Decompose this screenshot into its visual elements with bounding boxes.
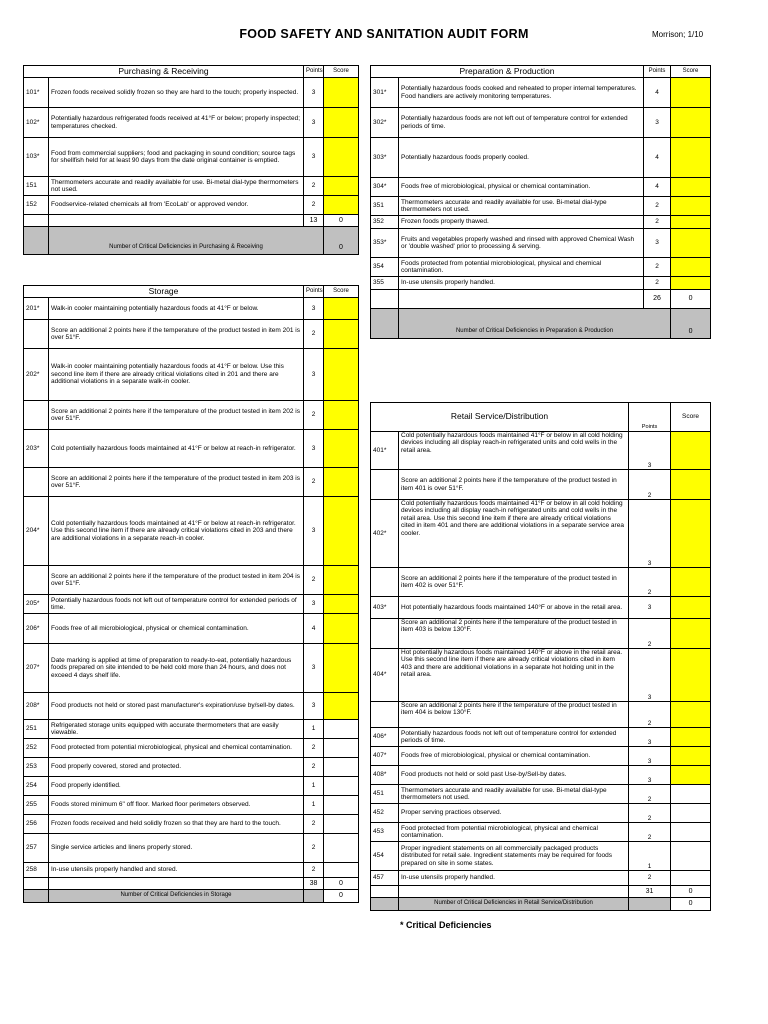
critical-deficiencies-note: * Critical Deficiencies [400, 920, 492, 930]
item-number: 256 [24, 815, 49, 834]
table-row [371, 229, 711, 258]
total-score: 0 [324, 878, 359, 890]
item-text: Food protected from potential microbiological, physical and chemical contamination. [49, 739, 304, 758]
item-number: 254 [24, 777, 49, 796]
item-text: Score an additional 2 points here if the temperature of the product tested in item 204 is over 51°F. [49, 566, 304, 595]
item-points: 3 [629, 597, 671, 619]
item-number: 203* [24, 430, 49, 468]
score-input[interactable] [324, 693, 359, 720]
item-points: 2 [304, 320, 324, 349]
item-number: 355 [371, 277, 399, 290]
score-input[interactable] [324, 644, 359, 693]
item-text: Frozen foods received and held solidly frozen so that they are hard to the touch. [49, 815, 304, 834]
table-row [371, 568, 711, 597]
total-points: 31 [629, 886, 671, 898]
item-number: 402* [371, 500, 399, 568]
item-text: Score an additional 2 points here if the temperature of the product tested in item 401 is over 51°F. [399, 470, 629, 500]
item-text: Cold potentially hazardous foods maintained 41°F or below in all cold holding devices including all display reach-in refrigerated units and cold wells in the retail area. [399, 432, 629, 470]
form-title: FOOD SAFETY AND SANITATION AUDIT FORM [239, 27, 529, 41]
item-text: Frozen foods properly thawed. [399, 216, 644, 229]
score-input[interactable] [324, 401, 359, 430]
item-points: 4 [644, 78, 671, 108]
score-input[interactable] [324, 298, 359, 320]
item-number [24, 468, 49, 497]
item-number: 408* [371, 766, 399, 785]
item-text: Score an additional 2 points here if the temperature of the product tested in item 402 is over 51°F. [399, 568, 629, 597]
critical-value: 0 [324, 227, 359, 255]
score-header: Score [324, 286, 359, 298]
item-text: Potentially hazardous foods not left out of temperature control for extended periods of time. [49, 595, 304, 614]
table-row [24, 177, 359, 196]
score-input[interactable] [324, 320, 359, 349]
score-input[interactable] [671, 138, 711, 178]
critical-label: Number of Critical Deficiencies in Storage [49, 890, 304, 903]
item-text: Proper ingredient statements on all commercially packaged products distributed for retail sale. Ingredient statements may be required for foods prepared on site in some states. [399, 842, 629, 871]
totals-row [24, 878, 359, 890]
table-row [371, 823, 711, 842]
storage-table [23, 285, 359, 903]
score-input[interactable] [324, 177, 359, 196]
item-number: 103* [24, 138, 49, 177]
item-points: 3 [304, 78, 324, 108]
critical-row [24, 890, 359, 903]
item-number [24, 566, 49, 595]
score-input[interactable] [324, 720, 359, 739]
score-input[interactable] [324, 108, 359, 138]
item-text: In-use utensils properly handled. [399, 277, 644, 290]
score-input[interactable] [671, 432, 711, 470]
item-text: Foods free of all microbiological, physical or chemical contamination. [49, 614, 304, 644]
score-input[interactable] [324, 863, 359, 878]
score-input[interactable] [324, 430, 359, 468]
table-row [24, 595, 359, 614]
item-points: 2 [629, 470, 671, 500]
score-input[interactable] [324, 497, 359, 566]
item-text: Score an additional 2 points here if the temperature of the product tested in item 403 is below 130°F. [399, 619, 629, 649]
score-header: Score [324, 66, 359, 78]
item-number: 257 [24, 834, 49, 863]
score-input[interactable] [324, 78, 359, 108]
section-title: Purchasing & Receiving [24, 66, 304, 78]
table-row [371, 766, 711, 785]
table-row [24, 298, 359, 320]
score-input[interactable] [671, 871, 711, 886]
item-points: 3 [304, 138, 324, 177]
item-text: Fruits and vegetables properly washed and rinsed with approved Chemical Wash or 'double washed' prior to processing & serving. [399, 229, 644, 258]
item-points: 3 [304, 644, 324, 693]
item-number: 302* [371, 108, 399, 138]
table-row [371, 197, 711, 216]
score-input[interactable] [671, 823, 711, 842]
score-input[interactable] [671, 258, 711, 277]
score-input[interactable] [671, 785, 711, 804]
table-row [371, 842, 711, 871]
item-number: 351 [371, 197, 399, 216]
item-points: 3 [304, 349, 324, 401]
item-points: 3 [629, 766, 671, 785]
item-points: 3 [644, 108, 671, 138]
item-text: Cold potentially hazardous foods maintained at 41°F or below at reach-in refrigerator. [49, 430, 304, 468]
table-row [24, 693, 359, 720]
item-points: 3 [629, 500, 671, 568]
item-text: Thermometers accurate and readily available for use. Bi-metal dial-type thermometers not used. [399, 197, 644, 216]
item-number: 101* [24, 78, 49, 108]
item-text: Food protected from potential microbiological, physical and chemical contamination. [399, 823, 629, 842]
item-text: Score an additional 2 points here if the temperature of the product tested in item 201 is over 51°F. [49, 320, 304, 349]
item-number: 201* [24, 298, 49, 320]
table-row [24, 777, 359, 796]
score-input[interactable] [324, 196, 359, 215]
table-row [371, 178, 711, 197]
section-title: Storage [24, 286, 304, 298]
item-points: 3 [629, 432, 671, 470]
score-input[interactable] [671, 702, 711, 728]
item-text: Foods free of microbiological, physical or chemical contamination. [399, 178, 644, 197]
item-number: 251 [24, 720, 49, 739]
table-row [371, 138, 711, 178]
form-reference: Morrison; 1/10 [652, 30, 704, 39]
score-input[interactable] [324, 739, 359, 758]
item-text: Potentially hazardous foods are not left out of temperature control for extended periods of time. [399, 108, 644, 138]
points-header: Points [644, 66, 671, 78]
item-text: Hot potentially hazardous foods maintained 140°F or above in the retail area. Use this second line item if there are already critical violations cited in item 403 and there are additional violations in a separate hot holding unit in the retail area. [399, 649, 629, 702]
table-row [24, 834, 359, 863]
item-number [24, 320, 49, 349]
item-number: 252 [24, 739, 49, 758]
item-number: 451 [371, 785, 399, 804]
table-row [371, 702, 711, 728]
item-points: 1 [304, 796, 324, 815]
item-number: 208* [24, 693, 49, 720]
item-number: 301* [371, 78, 399, 108]
item-text: Walk-in cooler maintaining potentially hazardous foods at 41°F or below. [49, 298, 304, 320]
item-points: 4 [644, 138, 671, 178]
item-points: 2 [304, 401, 324, 430]
item-points: 2 [304, 815, 324, 834]
item-number: 204* [24, 497, 49, 566]
item-points: 3 [629, 747, 671, 766]
score-input[interactable] [671, 216, 711, 229]
table-row [24, 739, 359, 758]
total-points: 38 [304, 878, 324, 890]
table-row [24, 320, 359, 349]
score-input[interactable] [324, 566, 359, 595]
table-row [24, 108, 359, 138]
table-row [24, 815, 359, 834]
critical-value: 0 [324, 890, 359, 903]
score-input[interactable] [671, 229, 711, 258]
item-points: 3 [629, 728, 671, 747]
section-title: Retail Service/Distribution [371, 403, 629, 432]
item-points: 2 [644, 197, 671, 216]
item-number [371, 568, 399, 597]
item-points: 3 [304, 430, 324, 468]
item-number: 407* [371, 747, 399, 766]
item-points: 2 [629, 785, 671, 804]
total-points: 26 [644, 290, 671, 309]
score-input[interactable] [671, 728, 711, 747]
table-row [24, 758, 359, 777]
item-number: 353* [371, 229, 399, 258]
table-row [24, 720, 359, 739]
critical-label: Number of Critical Deficiencies in Preparation & Production [399, 309, 671, 339]
critical-value: 0 [671, 898, 711, 911]
item-points: 2 [304, 196, 324, 215]
table-row [24, 566, 359, 595]
score-input[interactable] [671, 597, 711, 619]
table-row [24, 349, 359, 401]
score-input[interactable] [671, 470, 711, 500]
table-row [371, 470, 711, 500]
score-input[interactable] [671, 649, 711, 702]
score-input[interactable] [671, 842, 711, 871]
table-row [371, 728, 711, 747]
score-input[interactable] [671, 568, 711, 597]
item-points: 2 [629, 702, 671, 728]
item-number: 401* [371, 432, 399, 470]
item-number: 304* [371, 178, 399, 197]
score-input[interactable] [324, 758, 359, 777]
table-row [24, 468, 359, 497]
item-number [371, 702, 399, 728]
score-input[interactable] [671, 747, 711, 766]
table-row [371, 500, 711, 568]
critical-label: Number of Critical Deficiencies in Retail Service/Distribution [399, 898, 629, 911]
item-text: Score an additional 2 points here if the temperature of the product tested in item 202 is over 51°F. [49, 401, 304, 430]
table-row [371, 619, 711, 649]
item-text: Date marking is applied at time of preparation to ready-to-eat, potentially hazardous foods prepared on site intended to be held cold more than 24 hours, and does not exceed 4 days shelf life. [49, 644, 304, 693]
score-header: Score [671, 66, 711, 78]
item-points: 2 [629, 804, 671, 823]
table-row [371, 597, 711, 619]
item-points: 1 [629, 842, 671, 871]
item-points: 3 [304, 595, 324, 614]
points-header: Points [304, 66, 324, 78]
item-points: 1 [304, 777, 324, 796]
table-row [24, 430, 359, 468]
item-text: Potentially hazardous foods cooked and reheated to proper internal temperatures. Food handlers are actively monitoring temperatures. [399, 78, 644, 108]
item-text: Proper serving practices observed. [399, 804, 629, 823]
item-text: Foods free of microbiological, physical or chemical contamination. [399, 747, 629, 766]
totals-row [24, 215, 359, 227]
item-points: 2 [304, 739, 324, 758]
item-number: 404* [371, 649, 399, 702]
total-points: 13 [304, 215, 324, 227]
item-text: Potentially hazardous foods properly cooled. [399, 138, 644, 178]
item-number: 206* [24, 614, 49, 644]
table-row [371, 649, 711, 702]
item-number: 453 [371, 823, 399, 842]
item-points: 3 [644, 229, 671, 258]
score-input[interactable] [671, 108, 711, 138]
item-points: 2 [304, 758, 324, 777]
item-number: 151 [24, 177, 49, 196]
item-points: 3 [629, 649, 671, 702]
total-score: 0 [671, 886, 711, 898]
item-points: 2 [629, 871, 671, 886]
score-input[interactable] [324, 815, 359, 834]
item-text: Cold potentially hazardous foods maintained 41°F or below in all cold holding devices including all display reach-in refrigerated units and cold wells in the retail area. Use this second line item if there are already critical violations cited in item 401 and there are additional violations in a separate service area cooler. [399, 500, 629, 568]
item-points: 1 [304, 720, 324, 739]
critical-row [371, 309, 711, 339]
table-row [371, 108, 711, 138]
item-text: Foods stored minimum 6" off floor. Marked floor perimeters observed. [49, 796, 304, 815]
points-header: Points [629, 403, 671, 432]
item-number: 152 [24, 196, 49, 215]
item-points: 2 [304, 177, 324, 196]
score-input[interactable] [324, 614, 359, 644]
score-input[interactable] [671, 178, 711, 197]
item-text: Single service articles and linens properly stored. [49, 834, 304, 863]
score-input[interactable] [671, 78, 711, 108]
score-header: Score [671, 403, 711, 432]
total-score: 0 [324, 215, 359, 227]
item-points: 3 [304, 108, 324, 138]
item-points: 2 [644, 258, 671, 277]
preparation-table [370, 65, 711, 339]
item-number: 403* [371, 597, 399, 619]
table-row [24, 401, 359, 430]
item-text: Cold potentially hazardous foods maintained at 41°F or below at reach-in refrigerator. Use this second line item if there are already critical violations cited in 203 and there are additional violations in a separate reach-in cooler. [49, 497, 304, 566]
item-number: 258 [24, 863, 49, 878]
item-points: 2 [629, 619, 671, 649]
item-number: 454 [371, 842, 399, 871]
item-points: 2 [304, 566, 324, 595]
totals-row [371, 290, 711, 309]
table-row [24, 497, 359, 566]
table-row [24, 863, 359, 878]
item-points: 4 [304, 614, 324, 644]
item-text: Foods protected from potential microbiological, physical and chemical contamination. [399, 258, 644, 277]
item-points: 3 [304, 693, 324, 720]
points-header: Points [304, 286, 324, 298]
item-number: 102* [24, 108, 49, 138]
score-input[interactable] [324, 777, 359, 796]
item-text: Score an additional 2 points here if the temperature of the product tested in item 404 is below 130°F. [399, 702, 629, 728]
table-row [371, 747, 711, 766]
item-text: Food products not held or sold past Use-by/Sell-by dates. [399, 766, 629, 785]
table-row [24, 196, 359, 215]
item-points: 3 [304, 497, 324, 566]
item-text: Walk-in cooler maintaining potentially hazardous foods at 41°F or below. Use this second line item if there are already critical violations cited in 201 and there are additional violations in a separate walk-in cooler. [49, 349, 304, 401]
item-text: Potentially hazardous refrigerated foods received at 41°F or below; properly inspected; temperatures checked. [49, 108, 304, 138]
item-points: 3 [304, 298, 324, 320]
item-number [24, 401, 49, 430]
score-input[interactable] [671, 804, 711, 823]
item-number: 406* [371, 728, 399, 747]
item-text: Refrigerated storage units equipped with accurate thermometers that are easily viewable. [49, 720, 304, 739]
total-score: 0 [671, 290, 711, 309]
score-input[interactable] [671, 197, 711, 216]
item-number: 202* [24, 349, 49, 401]
table-row [24, 78, 359, 108]
critical-label: Number of Critical Deficiencies in Purchasing & Receiving [49, 227, 324, 255]
item-number: 457 [371, 871, 399, 886]
item-number: 205* [24, 595, 49, 614]
item-points: 4 [644, 178, 671, 197]
item-text: In-use utensils properly handled. [399, 871, 629, 886]
item-text: Food properly covered, stored and protected. [49, 758, 304, 777]
score-input[interactable] [324, 468, 359, 497]
score-input[interactable] [324, 138, 359, 177]
item-text: Food products not held or stored past manufacturer's expiration/use by/sell-by dates. [49, 693, 304, 720]
item-number: 452 [371, 804, 399, 823]
item-number: 255 [24, 796, 49, 815]
table-row [24, 138, 359, 177]
critical-value: 0 [671, 309, 711, 339]
item-number: 354 [371, 258, 399, 277]
item-text: Food properly identified. [49, 777, 304, 796]
critical-row [24, 227, 359, 255]
item-points: 2 [644, 216, 671, 229]
score-input[interactable] [324, 796, 359, 815]
item-number: 207* [24, 644, 49, 693]
table-row [24, 796, 359, 815]
item-text: Potentially hazardous foods not left out of temperature control for extended periods of time. [399, 728, 629, 747]
item-text: Hot potentially hazardous foods maintained 140°F or above in the retail area. [399, 597, 629, 619]
item-text: Thermometers accurate and readily available for use. Bi-metal dial-type thermometers not used. [49, 177, 304, 196]
score-input[interactable] [324, 834, 359, 863]
score-input[interactable] [671, 619, 711, 649]
table-row [371, 804, 711, 823]
table-row [371, 78, 711, 108]
retail-table [370, 402, 711, 911]
item-text: Thermometers accurate and readily available for use. Bi-metal dial-type thermometers not used. [399, 785, 629, 804]
item-number: 352 [371, 216, 399, 229]
table-row [24, 644, 359, 693]
item-text: Frozen foods received solidly frozen so they are hard to the touch; properly inspected. [49, 78, 304, 108]
score-input[interactable] [324, 595, 359, 614]
item-number [371, 470, 399, 500]
totals-row [371, 886, 711, 898]
item-text: Score an additional 2 points here if the temperature of the product tested in item 203 is over 51°F. [49, 468, 304, 497]
table-row [371, 258, 711, 277]
item-number: 253 [24, 758, 49, 777]
item-points: 2 [304, 834, 324, 863]
item-text: Food from commercial suppliers; food and packaging in sound condition; source tags for shellfish held for at least 90 days from the date original container is emptied. [49, 138, 304, 177]
table-row [371, 216, 711, 229]
item-number: 303* [371, 138, 399, 178]
item-number [371, 619, 399, 649]
item-points: 2 [629, 568, 671, 597]
table-row [24, 614, 359, 644]
item-points: 2 [644, 277, 671, 290]
score-input[interactable] [324, 349, 359, 401]
item-points: 2 [304, 863, 324, 878]
table-row [371, 432, 711, 470]
score-input[interactable] [671, 277, 711, 290]
critical-row [371, 898, 711, 911]
table-row [371, 277, 711, 290]
item-text: Foodservice-related chemicals all from 'EcoLab' or approved vendor. [49, 196, 304, 215]
item-text: In-use utensils properly handled and stored. [49, 863, 304, 878]
purchasing-table [23, 65, 359, 255]
table-row [371, 871, 711, 886]
item-points: 2 [304, 468, 324, 497]
item-points: 2 [629, 823, 671, 842]
table-row [371, 785, 711, 804]
section-title: Preparation & Production [371, 66, 644, 78]
score-input[interactable] [671, 500, 711, 568]
score-input[interactable] [671, 766, 711, 785]
